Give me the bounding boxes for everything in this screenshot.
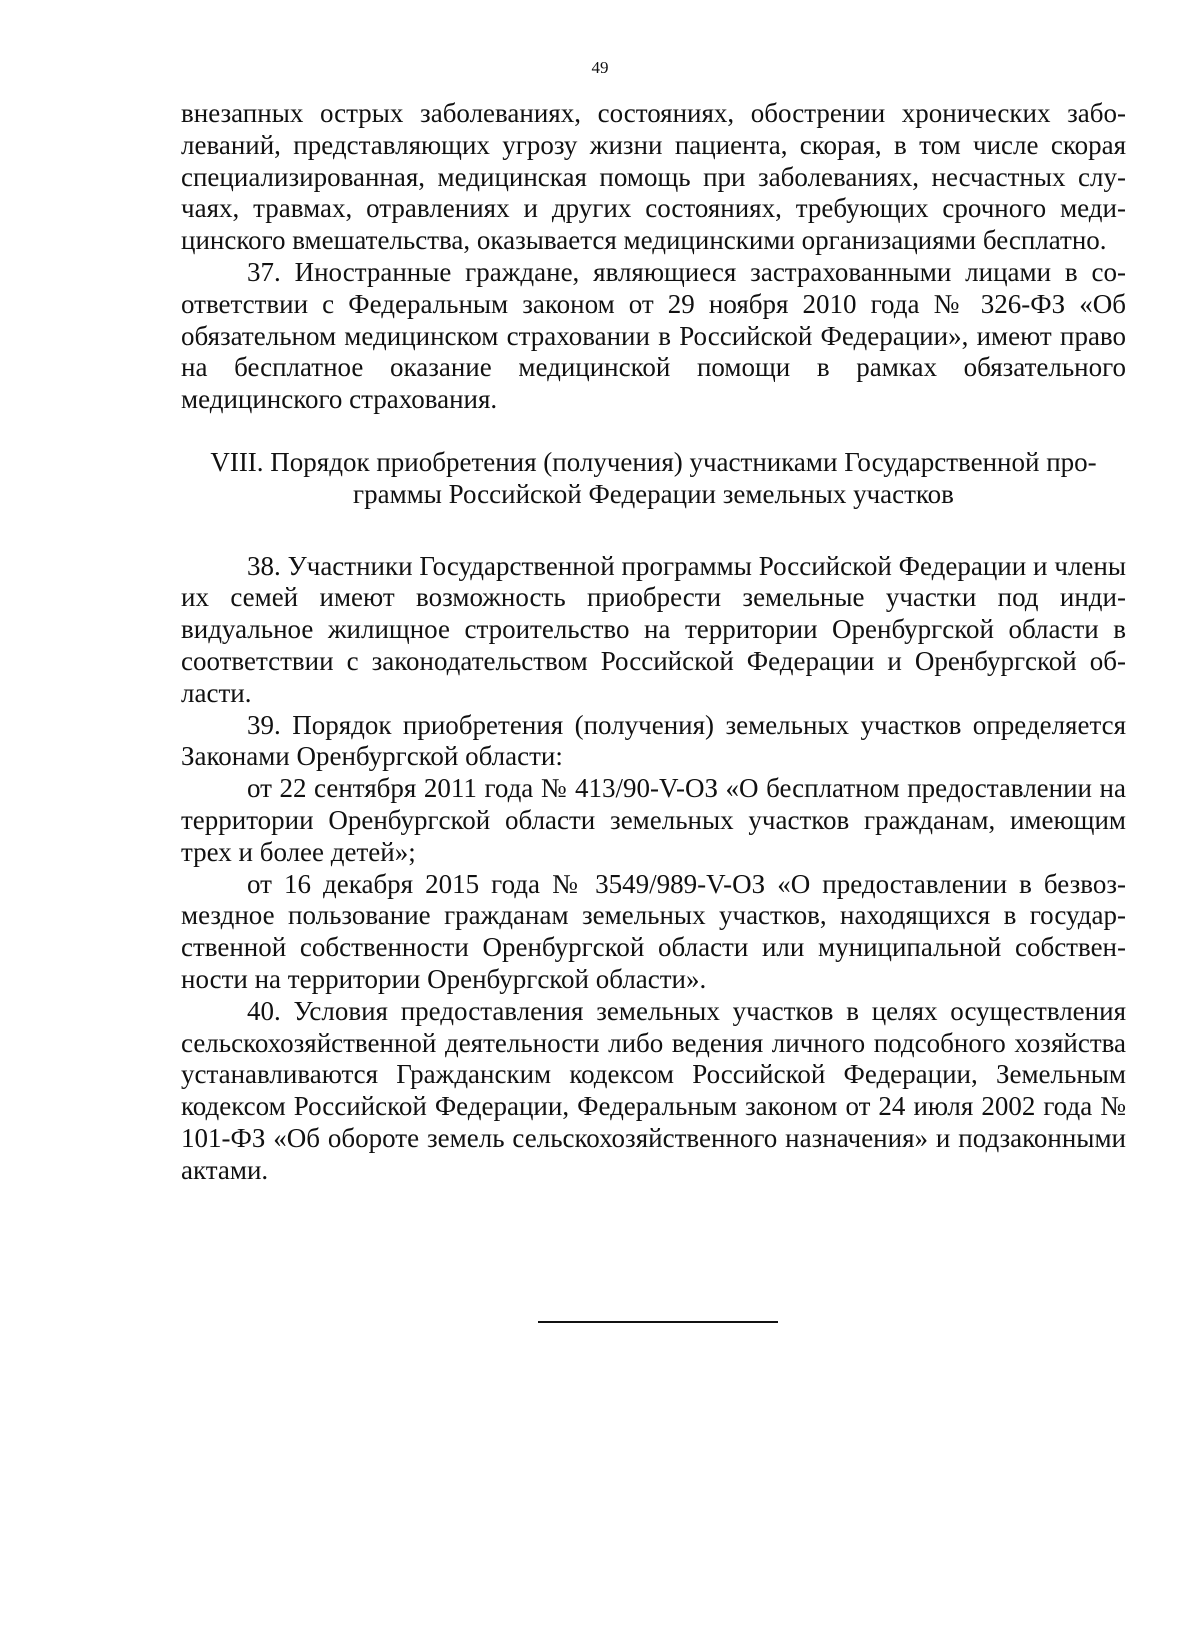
paragraph-39: 39. Порядок приобретения (получения) земельных участков определяется Законами Оренбургской области: (181, 709, 1126, 772)
paragraph-37: 37. Иностранные граждане, являющиеся застрахованными лицами в соответствии с Федеральным законом от 29 ноября 2010 года № 326-ФЗ «Об обязательном медицинском страховании в Российской Федерации», имеют право на бесплатное оказание медицинской помощи в рамках обязательного медицинского страхования. (181, 256, 1126, 415)
end-of-document-rule (538, 1321, 778, 1323)
section-heading (181, 447, 1126, 511)
paragraph-39-law-2011: от 22 сентября 2011 года № 413/90-V-ОЗ «О бесплатном предоставлении на территории Оренбургской области земельных участков гражданам, имеющим трех и более детей»; (181, 773, 1126, 867)
paragraph-38: 38. Участники Государственной программы Российской Федерации и члены их семей имеют возможность приобрести земельные участки под индивидуальное жилищное строительство на территории Оренбургской области в соответствии с законодательством Российской Федерации и Оренбургской области. (181, 550, 1126, 708)
section-heading-line-1: VIII. Порядок приобретения (получения) участниками Государственной про- (210, 446, 1097, 477)
section-heading-line-2: граммы Российской Федерации земельных участков (353, 478, 954, 509)
paragraph-39-law-2015: от 16 декабря 2015 года № 3549/989-V-ОЗ «О предоставлении в безвозмездное пользование гражданам земельных участков, находящихся в государственной собственности Оренбургской области или муниципальной собственности на территории Оренбургской области». (181, 868, 1126, 994)
page-number: 49 (591, 58, 609, 77)
paragraph-40: 40. Условия предоставления земельных участков в целях осуществления сельскохозяйственной деятельности либо ведения личного подсобного хозяйства устанавливаются Гражданским кодексом Российской Федерации, Земельным кодексом Российской Федерации, Федеральным законом от 24 июля 2002 года № 101-ФЗ «Об обороте земель сельскохозяйственного назначения» и подзаконными актами. (181, 995, 1126, 1185)
paragraph-continuation: внезапных острых заболеваниях, состояниях, обострении хронических заболеваний, представляющих угрозу жизни пациента, скорая, в том числе скорая специализированная, медицинская помощь при заболеваниях, несчастных случаях, травмах, отравлениях и других состояниях, требующих срочного медицинского вмешательства, оказывается медицинскими организациями бесплатно. (181, 98, 1126, 256)
document-body (181, 98, 1126, 1187)
